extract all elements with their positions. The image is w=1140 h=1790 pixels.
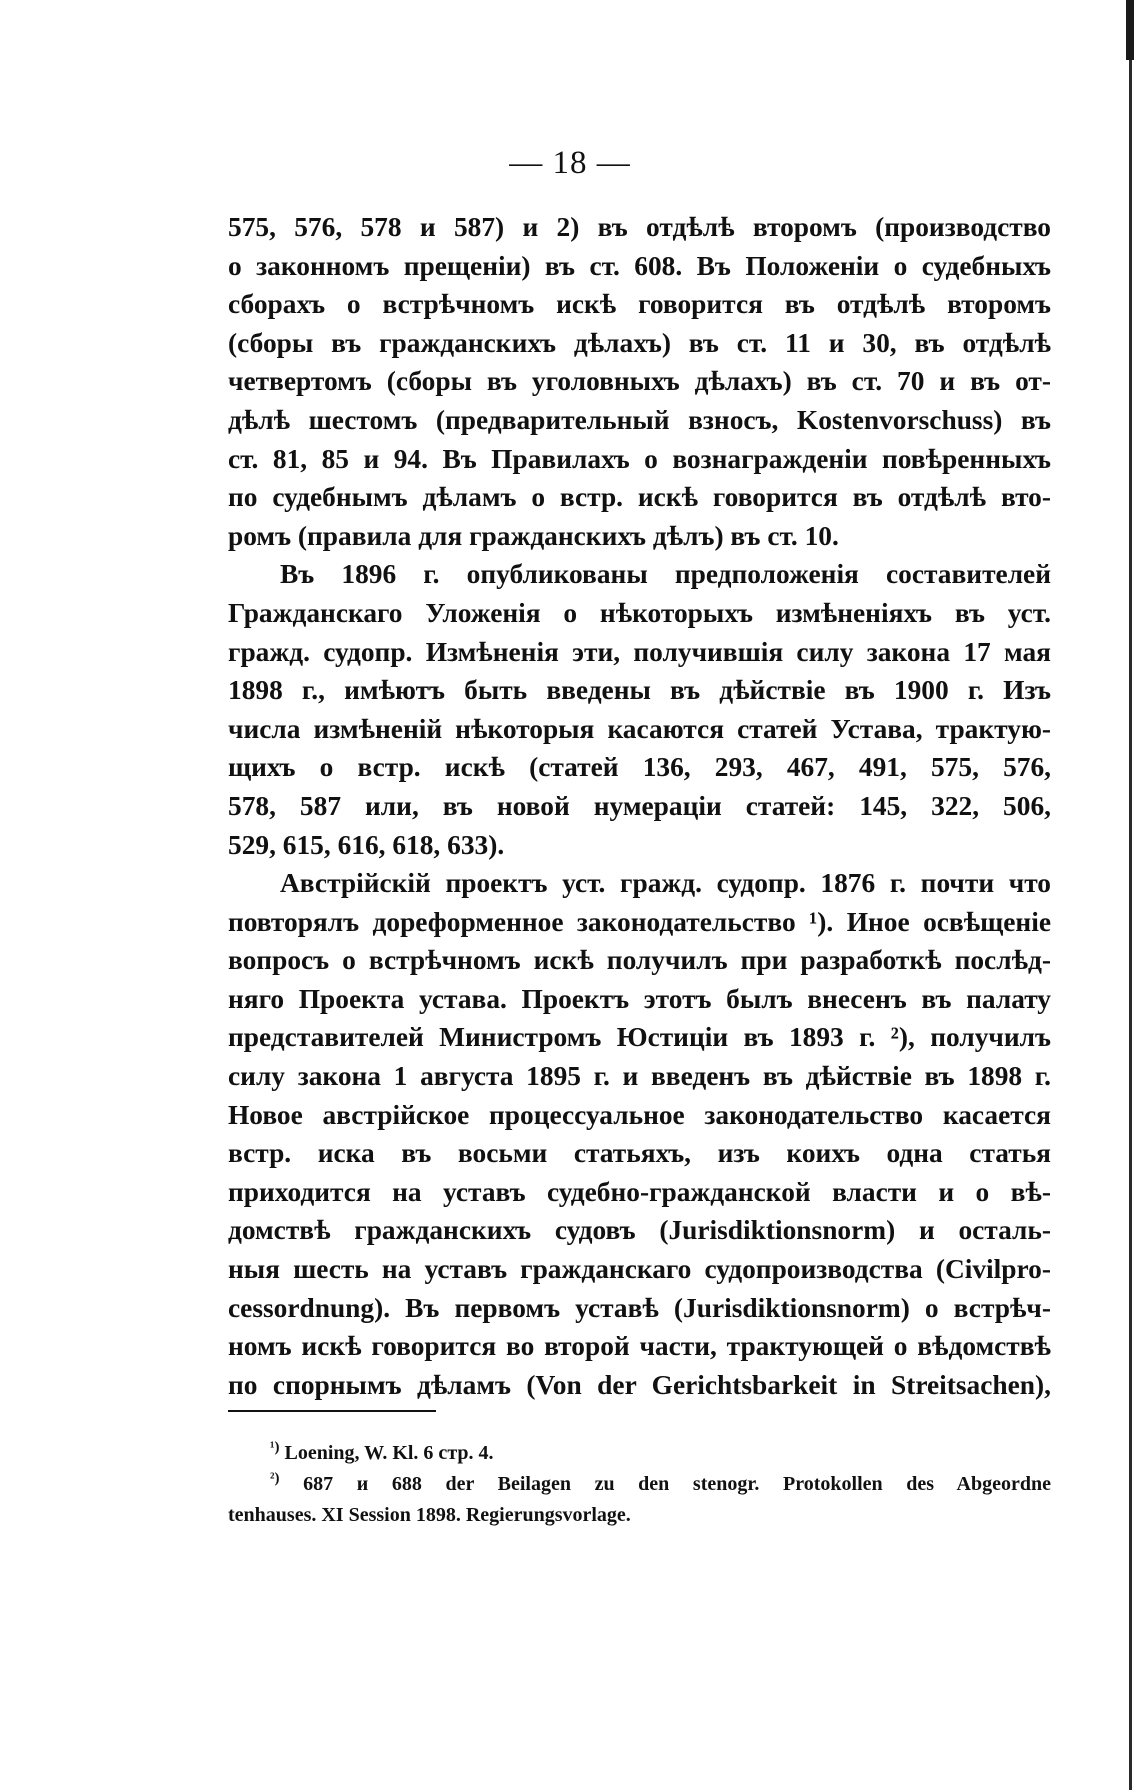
scan-edge-thin-line <box>1129 60 1132 1790</box>
paragraph-first-line: Австрійскій проектъ уст. гражд. судопр. 1876 г. почти что <box>280 868 1051 899</box>
text-line: cessordnung). Въ первомъ уставѣ (Jurisdiktionsnorm) о встрѣч- <box>228 1292 1051 1323</box>
text-line: по судебнымъ дѣламъ о встр. искѣ говорится въ отдѣлѣ вто- <box>228 482 1051 513</box>
footnote-2-mark: ²) <box>270 1470 280 1487</box>
footnote-1-mark: ¹) <box>270 1439 280 1456</box>
text-line: вопросъ о встрѣчномъ искѣ получилъ при разработкѣ послѣд- <box>228 945 1051 976</box>
text-line: представителей Министромъ Юстиціи въ 1893 г. ²), получилъ <box>228 1022 1051 1053</box>
footnotes <box>228 1438 1051 1531</box>
body-text <box>228 208 1051 1404</box>
text-line: щихъ о встр. искѣ (статей 136, 293, 467, 491, 575, 576, <box>228 752 1051 783</box>
text-line: гражд. судопр. Измѣненія эти, получившія силу закона 17 мая <box>228 636 1051 667</box>
text-line: ныя шесть на уставъ гражданскаго судопроизводства (Civilpro- <box>228 1254 1051 1285</box>
footnote-divider <box>228 1410 436 1412</box>
text-line: повторялъ дореформенное законодательство ¹). Иное освѣщеніе <box>228 906 1051 937</box>
text-line: о законномъ прещеніи) въ ст. 608. Въ Положеніи о судебныхъ <box>228 250 1051 281</box>
scan-page-edge <box>1124 0 1140 1790</box>
text-line: силу закона 1 августа 1895 г. и введенъ въ дѣйствіе въ 1898 г. <box>228 1061 1051 1092</box>
footnote-2-continuation: tenhauses. XI Session 1898. Regierungsvorlage. <box>228 1504 631 1526</box>
text-line: четвертомъ (сборы въ уголовныхъ дѣлахъ) въ ст. 70 и въ от- <box>228 366 1051 397</box>
text-line: домствѣ гражданскихъ судовъ (Jurisdiktionsnorm) и осталь- <box>228 1215 1051 1246</box>
footnote-1-text: Loening, W. Kl. 6 стр. 4. <box>284 1442 494 1464</box>
text-line: встр. иска въ восьми статьяхъ, изъ коихъ одна статья <box>228 1138 1051 1169</box>
text-line: по спорнымъ дѣламъ (Von der Gerichtsbarkeit in Streitsachen), <box>228 1369 1051 1400</box>
text-line: дѣлѣ шестомъ (предварительный взносъ, Kostenvorschuss) въ <box>228 404 1051 435</box>
text-line: (сборы въ гражданскихъ дѣлахъ) въ ст. 11 и 30, въ отдѣлѣ <box>228 327 1051 358</box>
footnote-1 <box>228 1438 1051 1469</box>
paragraph-first-line: Въ 1896 г. опубликованы предположенія составителей <box>280 559 1051 590</box>
page-number: — 18 — <box>509 145 631 181</box>
text-line: Новое австрійское процессуальное законодательство касается <box>228 1099 1051 1130</box>
text-line: 529, 615, 616, 618, 633). <box>228 829 505 860</box>
text-line: 1898 г., имѣютъ быть введены въ дѣйствіе въ 1900 г. Изъ <box>228 675 1051 706</box>
text-line: приходится на уставъ судебно-гражданской власти и о вѣ- <box>228 1176 1051 1207</box>
text-line: 578, 587 или, въ новой нумераціи статей: 145, 322, 506, <box>228 790 1051 821</box>
footnote-2 <box>228 1469 1051 1500</box>
text-line: ст. 81, 85 и 94. Въ Правилахъ о вознагражденіи повѣренныхъ <box>228 443 1051 474</box>
text-line: номъ искѣ говорится во второй части, трактующей о вѣдомствѣ <box>228 1331 1051 1362</box>
text-line: няго Проекта устава. Проектъ этотъ былъ внесенъ въ палату <box>228 983 1051 1014</box>
scan-edge-dark-bar <box>1126 0 1134 60</box>
footnote-2-text-line1: 687 и 688 der Beilagen zu den stenogr. Protokollen des Abgeordne <box>303 1473 1052 1495</box>
text-line: сборахъ о встрѣчномъ искѣ говорится въ отдѣлѣ второмъ <box>228 289 1051 320</box>
text-line: числа измѣненій нѣкоторыя касаются статей Устава, трактую- <box>228 713 1051 744</box>
text-line: Гражданскаго Уложенія о нѣкоторыхъ измѣненіяхъ въ уст. <box>228 597 1051 628</box>
text-line: 575, 576, 578 и 587) и 2) въ отдѣлѣ второмъ (производство <box>228 212 1051 242</box>
text-line: ромъ (правила для гражданскихъ дѣлъ) въ ст. 10. <box>228 520 839 551</box>
